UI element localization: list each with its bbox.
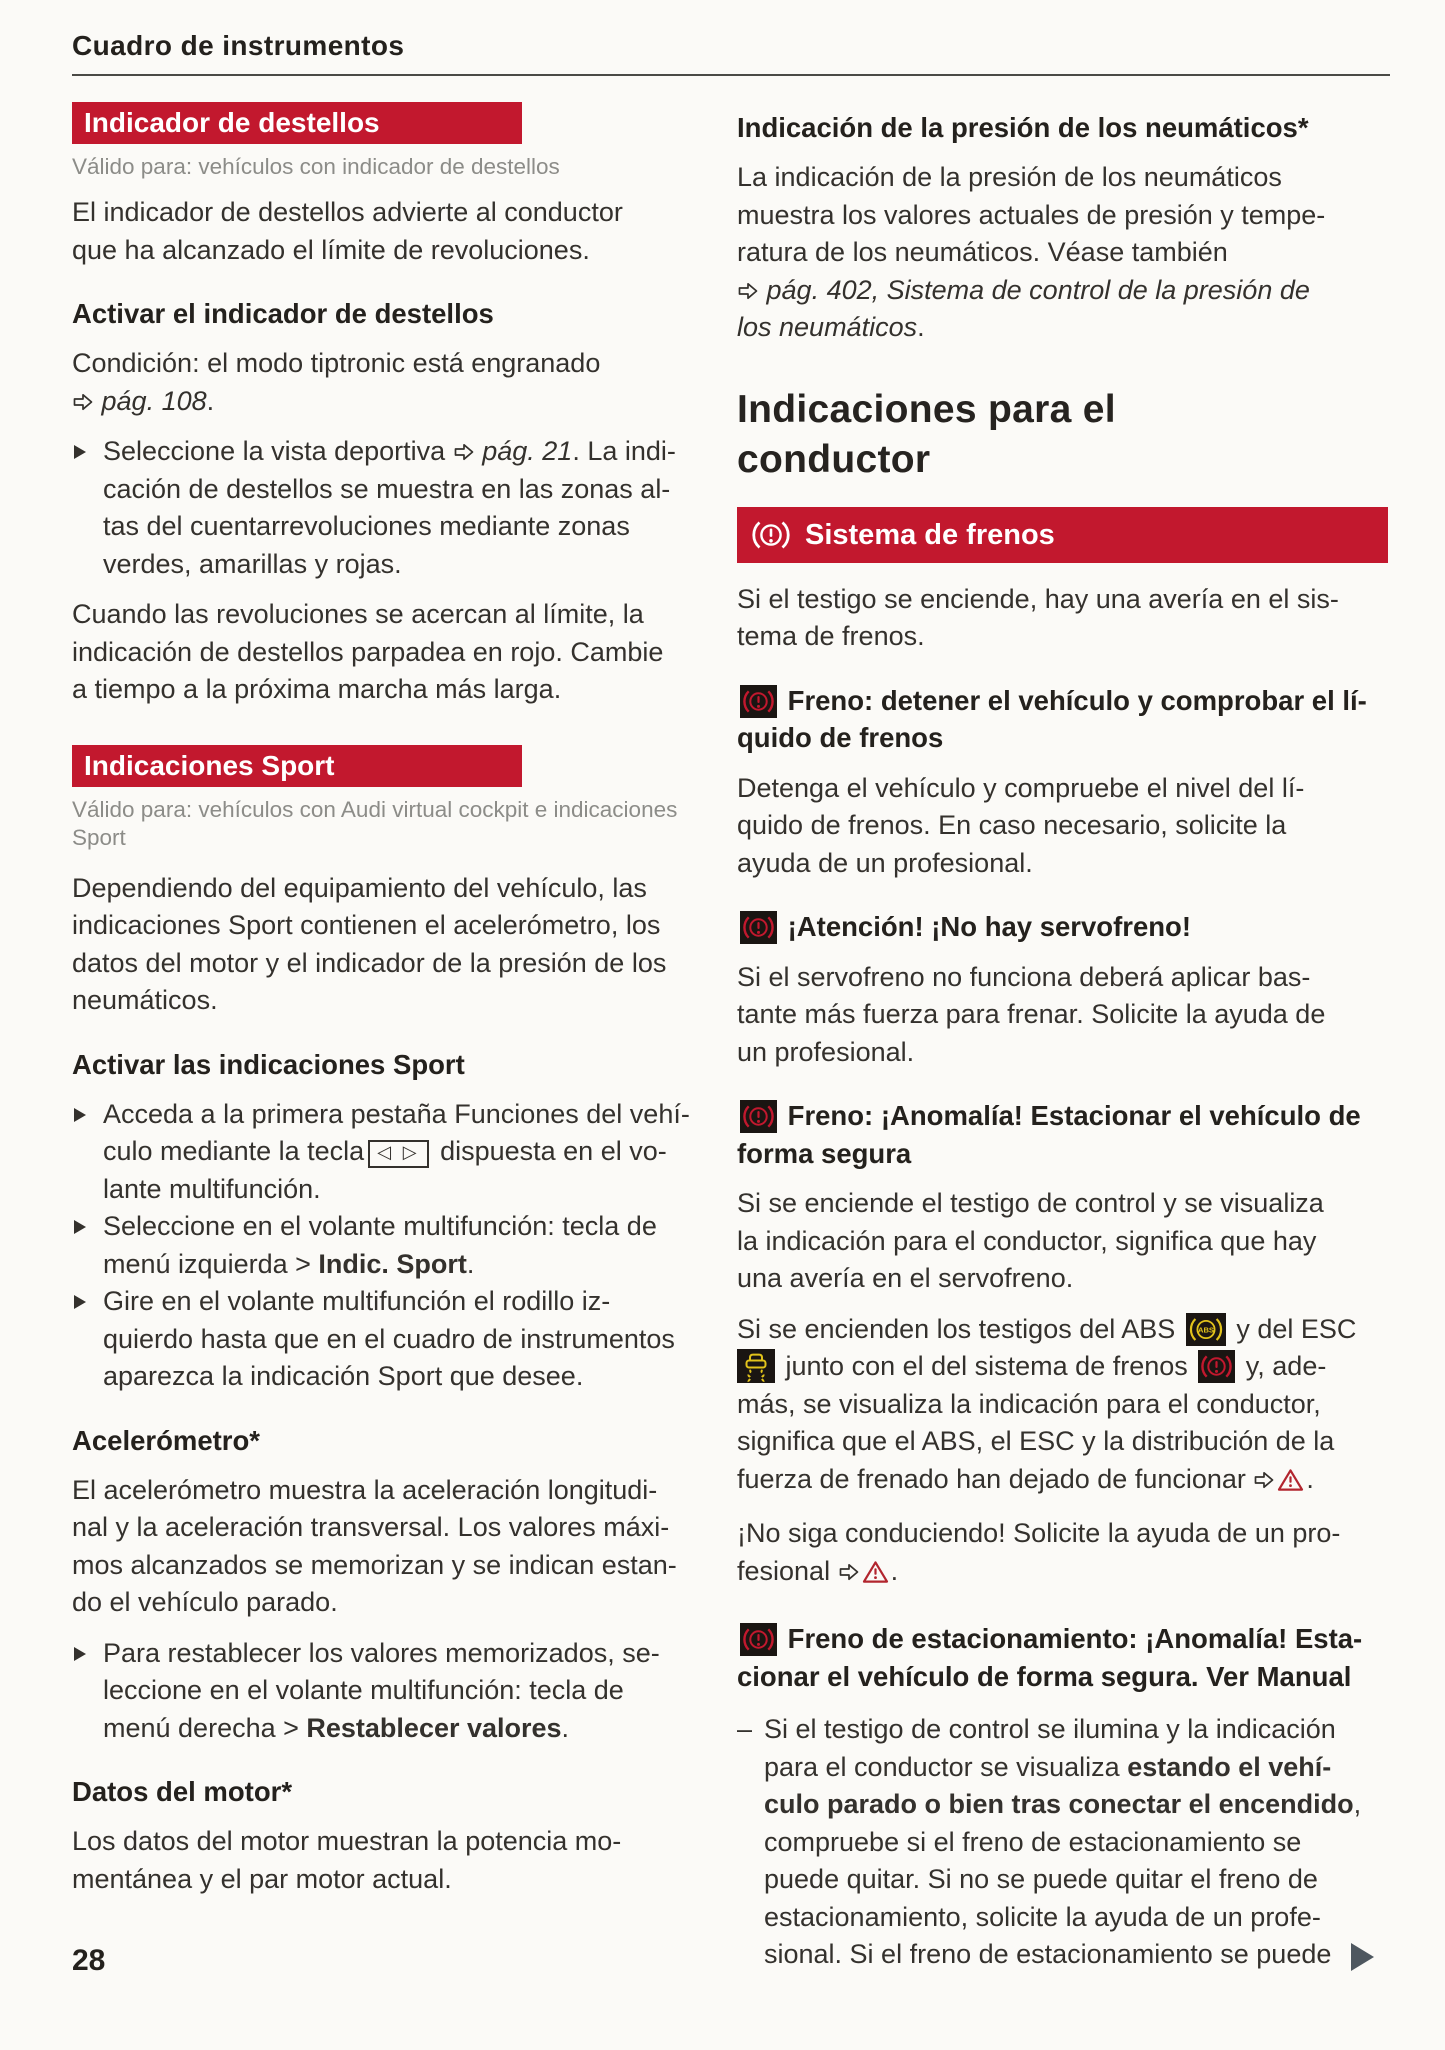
heading-text: forma segura — [737, 1137, 912, 1169]
text-line: Válido para: vehículos con indicador de destellos — [72, 154, 560, 179]
dash-marker: – — [737, 1714, 753, 1744]
text-line: lante multifunción. — [103, 1173, 321, 1204]
emphasis-text: estando el vehí- — [1127, 1751, 1332, 1782]
dash-list-item — [737, 1711, 1388, 1974]
text-line: El indicador de destellos advierte al conductor — [72, 197, 623, 227]
text-line: Seleccione en el volante multifunción: tecla de — [103, 1211, 657, 1241]
text: . — [1306, 1463, 1314, 1494]
subheading-activar-sport: Activar las indicaciones Sport — [72, 1048, 465, 1080]
menu-item-label: Restablecer valores — [306, 1712, 562, 1743]
text-line: El acelerómetro muestra la aceleración longitudi- — [72, 1474, 658, 1505]
text-line: indicaciones Sport contienen el acelerómetro, los — [72, 910, 661, 940]
abs-icon — [1186, 1313, 1226, 1346]
warning-triangle-icon — [1277, 1465, 1304, 1503]
paragraph — [737, 1515, 1388, 1594]
text: sional. Si el freno de estacionamiento se puede — [764, 1939, 1332, 1969]
bullet-triangle-icon — [74, 1108, 86, 1122]
subheading-datos-motor: Datos del motor* — [72, 1776, 293, 1807]
page-title: Cuadro de instrumentos — [72, 30, 405, 61]
text-line: indicación de destellos parpadea en rojo. Cambie — [72, 636, 664, 667]
text-line: neumáticos. — [72, 985, 218, 1015]
text-line: aparezca la indicación Sport que desee. — [103, 1361, 584, 1391]
heading-text: Freno: detener el vehículo y comprobar el lí- — [787, 684, 1367, 716]
page-ref-arrow-icon — [737, 275, 759, 305]
text-line: muestra los valores actuales de presión y tempe- — [737, 199, 1326, 230]
text-line: cación de destellos se muestra en las zonas al- — [103, 473, 671, 504]
page-number: 28 — [72, 1944, 106, 1977]
bullet-item — [72, 1635, 692, 1748]
validity-note — [72, 796, 692, 852]
text-line — [72, 383, 692, 421]
heading-text: Freno de estacionamiento: ¡Anomalía! Esta- — [787, 1623, 1363, 1654]
page-reference: pág. 21 — [482, 436, 573, 466]
text-line: la indicación para el conductor, significa que hay — [737, 1225, 1317, 1256]
text-line: puede quitar. Si no se puede quitar el freno de — [764, 1864, 1318, 1894]
text-line — [737, 1461, 1388, 1503]
page-ref-arrow-icon — [72, 386, 94, 416]
header-rule — [72, 74, 1390, 76]
text-line — [103, 1710, 692, 1748]
text-line — [737, 1311, 1388, 1349]
text-line: datos del motor y el indicador de la presión de los — [72, 947, 667, 978]
text: para el conductor se visualiza — [764, 1751, 1128, 1782]
brake-warning-icon — [740, 685, 777, 718]
paragraph — [737, 1185, 1388, 1298]
bullet-continuation — [103, 471, 692, 584]
paragraph — [72, 870, 692, 1020]
text-line: ¡No siga conduciendo! Solicite la ayuda de un pro- — [737, 1518, 1341, 1548]
text-line: quido de frenos. En caso necesario, solicite la — [737, 810, 1287, 840]
text: menú izquierda > — [103, 1248, 319, 1279]
text-line: Gire en el volante multifunción el rodillo iz- — [103, 1286, 611, 1316]
text: . — [561, 1712, 570, 1743]
warning-heading — [737, 908, 1388, 946]
text-line: mentánea y el par motor actual. — [72, 1863, 452, 1894]
text-line: Si el testigo se enciende, hay una avería en el sis- — [737, 583, 1339, 614]
text: menú derecha > — [103, 1712, 307, 1743]
text-line: que ha alcanzado el límite de revoluciones. — [72, 234, 590, 265]
text-line: nal y la aceleración transversal. Los valores máxi- — [72, 1512, 670, 1542]
text-line: mos alcanzados se memorizan y se indican estan- — [72, 1549, 677, 1580]
bullet-item — [72, 1096, 692, 1209]
text-line: verdes, amarillas y rojas. — [103, 548, 402, 579]
text-line: significa que el ABS, el ESC y la distribución de la — [737, 1426, 1335, 1456]
text: . — [206, 385, 215, 416]
bullet-item — [72, 1283, 692, 1396]
text-line: una avería en el servofreno. — [737, 1263, 1074, 1293]
page-reference: los neumáticos — [737, 312, 918, 342]
brake-warning-icon — [1198, 1350, 1235, 1383]
subheading-presion-neumaticos: Indicación de la presión de los neumáticos* — [737, 112, 1309, 143]
text: y del ESC — [1236, 1313, 1357, 1344]
text-line: leccione en el volante multifunción: tecla de — [103, 1675, 624, 1705]
bullet-triangle-icon — [74, 1295, 86, 1309]
text: Si se encienden los testigos del ABS — [737, 1313, 1176, 1344]
bullet-item — [72, 1208, 692, 1283]
paragraph — [72, 596, 692, 709]
text: y, ade- — [1245, 1351, 1327, 1381]
bullet-item — [72, 433, 692, 583]
emphasis-text: culo parado o bien tras conectar el encendido — [764, 1789, 1354, 1819]
paragraph — [737, 581, 1388, 656]
paragraph — [737, 959, 1388, 1072]
page-ref-arrow-icon — [1253, 1464, 1275, 1494]
text-line: Si el servofreno no funciona deberá aplicar bas- — [737, 961, 1311, 992]
text-line: Los datos del motor muestran la potencia mo- — [72, 1826, 622, 1856]
text-line: Indicaciones para el — [737, 387, 1116, 431]
paragraph — [72, 194, 692, 269]
bullet-triangle-icon — [74, 1220, 86, 1234]
text: fuerza de frenado han dejado de funcionar — [737, 1463, 1254, 1494]
page-ref-arrow-icon — [453, 436, 475, 466]
text-line: Detenga el vehículo y compruebe el nivel del lí- — [737, 772, 1305, 803]
text-line — [103, 1246, 692, 1284]
text-line: Sport — [72, 824, 126, 850]
text-line — [737, 1348, 1388, 1386]
heading-text: cionar el vehículo de forma segura. Ver Manual — [737, 1660, 1352, 1692]
rocker-key-icon: ◁ ▷ — [368, 1140, 428, 1168]
page-ref-arrow-icon — [838, 1556, 860, 1586]
text-line: más, se visualiza la indicación para el conductor, — [737, 1388, 1321, 1419]
section-banner-indicaciones-sport: Indicaciones Sport — [72, 745, 522, 787]
text-line: Si se enciende el testigo de control y se visualiza — [737, 1188, 1324, 1218]
continuation-arrow-icon — [1351, 1943, 1374, 1971]
text-line: Si el testigo de control se ilumina y la indicación — [764, 1714, 1336, 1744]
text-line: Acceda a la primera pestaña Funciones del vehí- — [103, 1098, 690, 1129]
text-line: estacionamiento, solicite la ayuda de un profe- — [764, 1901, 1321, 1932]
text: . — [890, 1555, 899, 1586]
text-line: ayuda de un profesional. — [737, 847, 1033, 878]
text-line — [103, 1133, 692, 1171]
heading-text: ¡Atención! ¡No hay servofreno! — [787, 911, 1192, 942]
text-line: quierdo hasta que en el cuadro de instrumentos — [103, 1323, 675, 1354]
section-banner-sistema-frenos — [737, 507, 1388, 563]
text-line — [764, 1936, 1388, 1974]
text-line: tas del cuentarrevoluciones mediante zonas — [103, 511, 630, 541]
paragraph — [72, 1823, 692, 1898]
text-line — [737, 309, 1388, 347]
text: junto con el del sistema de frenos — [785, 1351, 1188, 1381]
brake-warning-icon — [740, 911, 777, 944]
heading-text: quido de frenos — [737, 722, 944, 753]
paragraph — [72, 1472, 692, 1622]
warning-heading — [737, 682, 1388, 757]
page-reference: pág. 402, Sistema de control de la presión de — [766, 274, 1310, 305]
text-line — [764, 1786, 1388, 1824]
text-line: ratura de los neumáticos. Véase también — [737, 237, 1228, 267]
text-line: a tiempo a la próxima marcha más larga. — [72, 674, 562, 704]
svg-text:ABS: ABS — [1197, 1324, 1214, 1334]
column-right — [737, 102, 1388, 1974]
banner-label: Sistema de frenos — [805, 518, 1055, 551]
subheading-activar-indicador: Activar el indicador de destellos — [72, 298, 494, 329]
text-line: Condición: el modo tiptronic está engranado — [72, 348, 601, 378]
text: dispuesta en el vo- — [432, 1136, 667, 1166]
subheading-acelerometro: Acelerómetro* — [72, 1424, 260, 1456]
text-line: conductor — [737, 437, 931, 481]
text: fesional — [737, 1555, 838, 1586]
text-line: Cuando las revoluciones se acercan al límite, la — [72, 599, 644, 629]
text-line: un profesional. — [737, 1036, 915, 1067]
text-line: Válido para: vehículos con Audi virtual cockpit e indicaciones — [72, 796, 678, 822]
brake-warning-icon — [740, 1623, 777, 1656]
text-line: Dependiendo del equipamiento del vehículo, las — [72, 872, 647, 903]
menu-item-label: Indic. Sport — [318, 1248, 467, 1279]
text: . La indi- — [572, 436, 676, 466]
warning-triangle-icon — [862, 1557, 889, 1595]
text-line — [103, 433, 692, 471]
text: Seleccione la vista deportiva — [103, 436, 453, 466]
paragraph — [737, 1311, 1388, 1503]
text-line: tema de frenos. — [737, 621, 925, 651]
bullet-triangle-icon — [74, 1647, 86, 1661]
text-line: La indicación de la presión de los neumáticos — [737, 162, 1282, 192]
brake-warning-icon — [749, 516, 793, 554]
text: , — [1353, 1789, 1362, 1819]
bullet-triangle-icon — [74, 445, 86, 459]
text-line: tante más fuerza para frenar. Solicite la ayuda de — [737, 999, 1326, 1029]
heading-text: Freno: ¡Anomalía! Estacionar el vehículo de — [787, 1100, 1361, 1131]
text-line: Para restablecer los valores memorizados, se- — [103, 1637, 660, 1668]
text-line — [737, 1553, 1388, 1595]
page-reference: pág. 108 — [101, 385, 207, 416]
text-line: do el vehículo parado. — [72, 1587, 338, 1617]
text-line: compruebe si el freno de estacionamiento se — [764, 1826, 1302, 1857]
bullet-text — [103, 1283, 692, 1396]
paragraph — [737, 770, 1388, 883]
validity-note — [72, 153, 692, 181]
warning-heading — [737, 1620, 1388, 1695]
paragraph — [737, 159, 1388, 347]
chapter-heading — [737, 385, 1388, 485]
section-banner-indicador-destellos: Indicador de destellos — [72, 102, 522, 144]
text: . — [917, 312, 925, 342]
column-left — [72, 102, 692, 1974]
brake-warning-icon — [740, 1100, 777, 1133]
paragraph — [72, 345, 692, 420]
text-line — [737, 272, 1388, 310]
text-line — [764, 1749, 1388, 1787]
text: culo mediante la tecla — [103, 1136, 365, 1166]
text: . — [466, 1248, 475, 1279]
warning-heading — [737, 1097, 1388, 1172]
esc-icon — [737, 1349, 775, 1383]
two-column-layout — [72, 102, 1390, 1974]
